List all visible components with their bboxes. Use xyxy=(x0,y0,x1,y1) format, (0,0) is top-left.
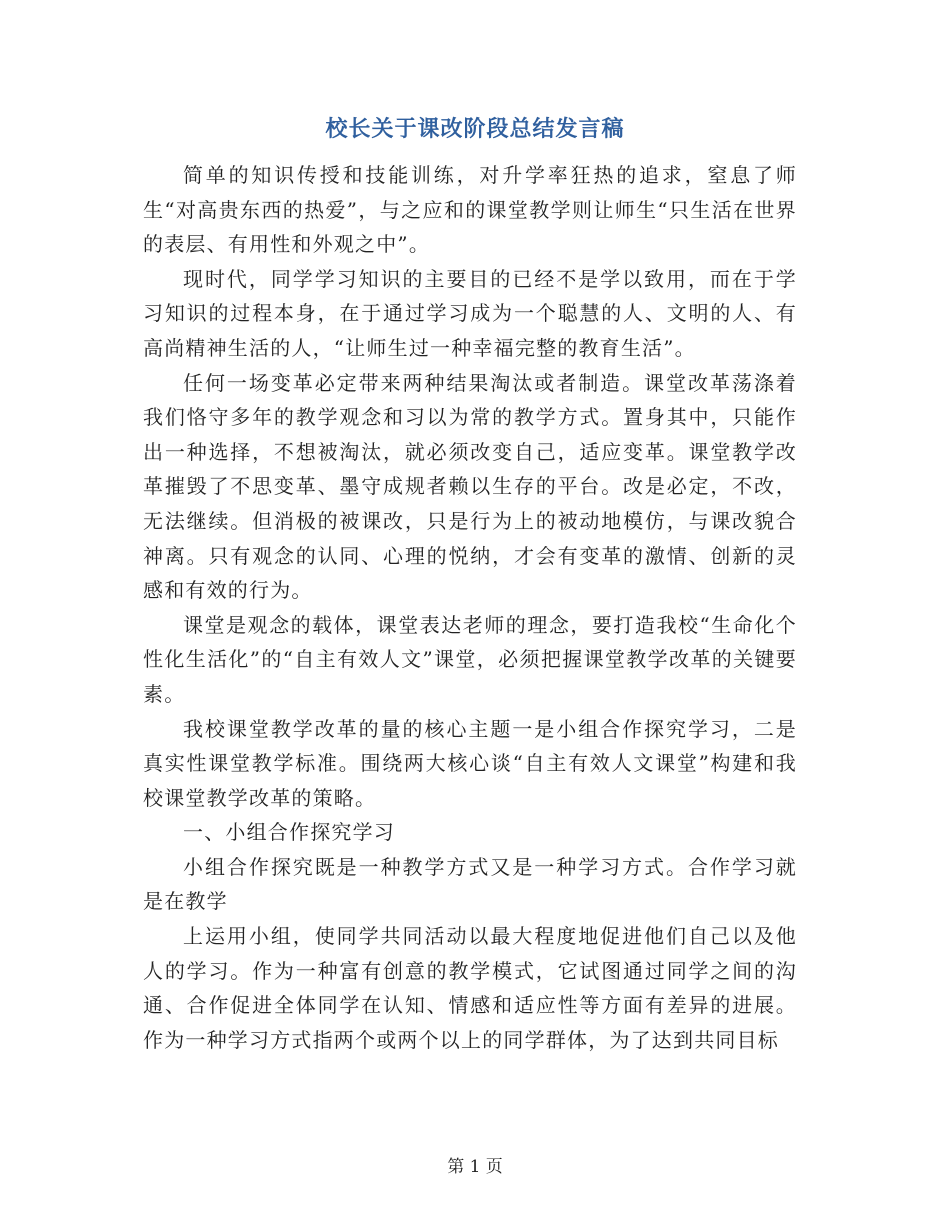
paragraph: 现时代，同学学习知识的主要目的已经不是学以致用，而在于学习知识的过程本身，在于通过学习成为一个聪慧的人、文明的人、有高尚精神生活的人，“让师生过一种幸福完整的教育生活”。 xyxy=(143,266,797,360)
paragraph: 上运用小组，使同学共同活动以最大程度地促进他们自己以及他人的学习。作为一种富有创意的教学模式，它试图通过同学之间的沟通、合作促进全体同学在认知、情感和适应性等方面有差异的进展。作为一种学习方式指两个或两个以上的同学群体，为了达到共同目标 xyxy=(143,924,797,1052)
paragraph: 课堂是观念的载体，课堂表达老师的理念，要打造我校“生命化个性化生活化”的“自主有效人文”课堂，必须把握课堂教学改革的关键要素。 xyxy=(143,612,797,706)
paragraph: 任何一场变革必定带来两种结果淘汰或者制造。课堂改革荡涤着我们恪守多年的教学观念和习以为常的教学方式。置身其中，只能作出一种选择，不想被淘汰，就必须改变自己，适应变革。课堂教学改革摧毁了不思变革、墨守成规者赖以生存的平台。改是必定，不改，无法继续。但消极的被课改，只是行为上的被动地模仿，与课改貌合神离。只有观念的认同、心理的悦纳，才会有变革的激情、创新的灵感和有效的行为。 xyxy=(143,370,797,603)
section-heading: 一、小组合作探究学习 xyxy=(183,820,395,845)
paragraph: 小组合作探究既是一种教学方式又是一种学习方式。合作学习就是在教学 xyxy=(143,854,797,914)
paragraph: 简单的知识传授和技能训练，对升学率狂热的追求，窒息了师生“对高贵东西的热爱”，与之应和的课堂教学则让师生“只生活在世界的表层、有用性和外观之中”。 xyxy=(143,163,797,257)
paragraph: 我校课堂教学改革的量的核心主题一是小组合作探究学习，二是真实性课堂教学标准。围绕两大核心谈“自主有效人文课堂”构建和我校课堂教学改革的策略。 xyxy=(143,716,797,810)
document-body xyxy=(143,158,797,1057)
document-title: 校长关于课改阶段总结发言稿 xyxy=(325,116,625,142)
page-number: 第 1 页 xyxy=(447,1157,503,1177)
